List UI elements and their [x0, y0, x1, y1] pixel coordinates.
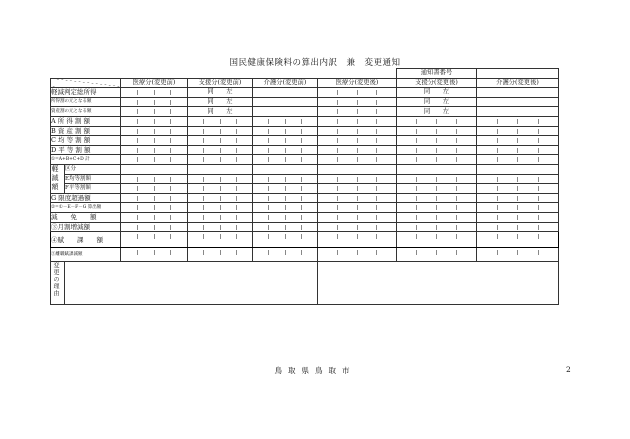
row-label: ①=A+B+C+D 計 — [51, 155, 121, 165]
row-label: F平等割額 — [65, 184, 121, 194]
table-row-fuka — [51, 232, 559, 248]
row-label: ②=①－E－F－G 算出額 — [51, 203, 121, 213]
table-row — [51, 203, 559, 213]
table-row — [51, 136, 559, 146]
table-row — [51, 174, 559, 184]
table-row — [51, 145, 559, 155]
header-diagonal — [51, 78, 121, 88]
table-row — [51, 248, 559, 262]
table-row — [51, 155, 559, 165]
row-label: C 均 等 割 額 — [51, 136, 121, 146]
notice-number-label: 通知書番号 — [397, 69, 477, 79]
row-label: ④賦 課 額 — [51, 232, 121, 248]
row-label: 軽減判定総所得 — [51, 88, 121, 98]
row-label: 区分 — [65, 164, 121, 174]
page-number: 2 — [566, 365, 571, 374]
table-row — [51, 212, 559, 222]
reason-label: 変更の理由 — [51, 262, 65, 305]
header-medical-after: 医療分(変更後) — [318, 78, 397, 88]
header-support-after: 支援分(変更後) — [397, 78, 477, 88]
same-as-left: 同 左 — [188, 88, 253, 98]
table-row — [51, 116, 559, 126]
row-label: ③月割増減額 — [51, 222, 121, 232]
row-label: A 所 得 割 額 — [51, 116, 121, 126]
reason-row — [51, 262, 559, 305]
header-support-before: 支援分(変更前) — [188, 78, 253, 88]
table-row — [51, 97, 559, 107]
row-label: G 限度超過額 — [51, 193, 121, 203]
header-care-before: 介護分(変更前) — [253, 78, 318, 88]
notice-number-row — [51, 69, 559, 79]
row-label: B 資 産 割 額 — [51, 126, 121, 136]
row-label: D 平 等 割 額 — [51, 145, 121, 155]
header-care-after: 介護分(変更後) — [477, 78, 559, 88]
calculation-table — [50, 68, 559, 305]
table-row — [51, 164, 559, 174]
row-label: 資産割の元となる額 — [51, 107, 121, 117]
table-row — [51, 184, 559, 194]
table-row — [51, 88, 559, 98]
keigen-vertical-label: 軽減額 — [51, 164, 65, 193]
same-as-left: 同 左 — [397, 97, 477, 107]
reason-field-left[interactable] — [65, 262, 318, 305]
same-as-left: 同 左 — [188, 107, 253, 117]
table-row — [51, 126, 559, 136]
header-medical-before: 医療分(変更前) — [121, 78, 188, 88]
row-label: E均等割額 — [65, 174, 121, 184]
same-as-left: 同 左 — [397, 88, 477, 98]
header-row — [51, 78, 559, 88]
same-as-left: 同 左 — [397, 107, 477, 117]
page-title: 国民健康保険料の算出内訳 兼 変更通知 — [229, 58, 401, 68]
row-label: 所得割の元となる額 — [51, 97, 121, 107]
notice-number-field[interactable] — [477, 69, 559, 79]
footer-issuer: 鳥取県鳥取市 — [274, 366, 356, 375]
reason-field-right[interactable] — [318, 262, 559, 305]
table-row — [51, 107, 559, 117]
table-row — [51, 222, 559, 232]
table-row — [51, 193, 559, 203]
row-label: ⑤離職賦課減額 — [51, 248, 121, 262]
row-label: 減 免 額 — [51, 212, 121, 222]
same-as-left: 同 左 — [188, 97, 253, 107]
